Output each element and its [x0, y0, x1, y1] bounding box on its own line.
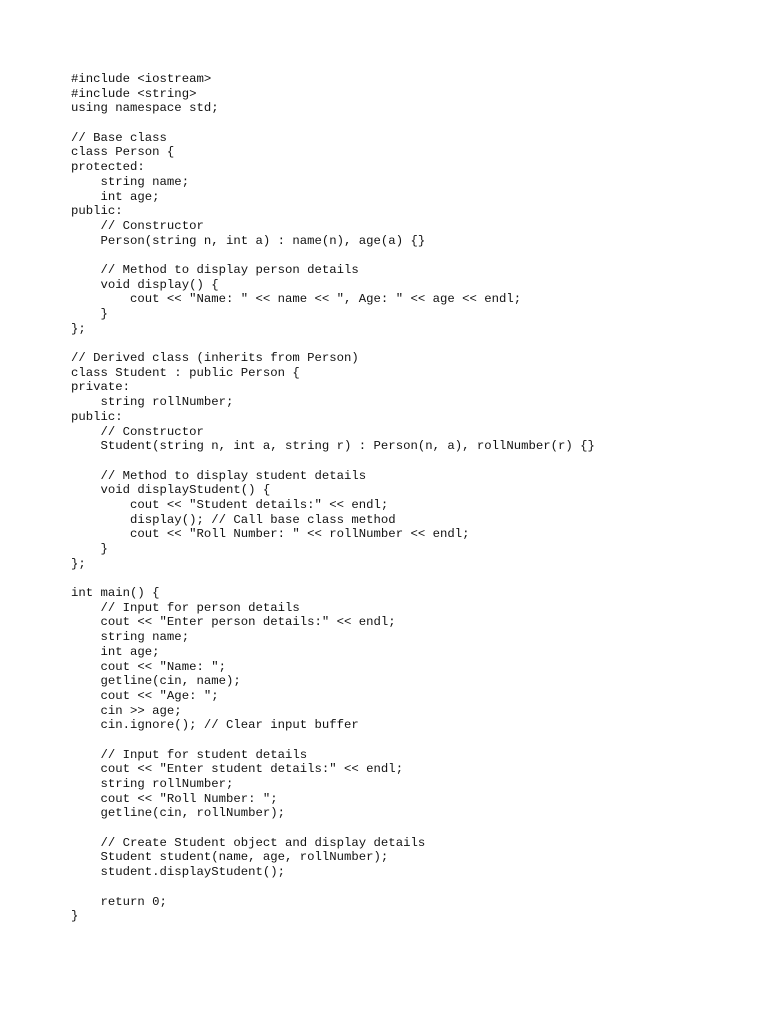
code-line [71, 336, 731, 351]
code-line: } [71, 909, 79, 924]
code-line [71, 116, 731, 131]
code-line: cout << "Age: "; [71, 688, 219, 703]
code-line: getline(cin, name); [71, 674, 241, 689]
code-line: cout << "Student details:" << endl; [71, 497, 389, 512]
code-line: cin.ignore(); // Clear input buffer [71, 718, 359, 733]
code-line: string rollNumber; [71, 777, 234, 791]
code-line: }; [71, 556, 86, 571]
code-line [71, 454, 731, 469]
code-line: cout << "Roll Number: "; [71, 791, 278, 806]
code-line: } [71, 542, 108, 556]
code-block [71, 72, 731, 924]
code-line: class Student : public Person { [71, 365, 300, 380]
code-line: // Input for student details [71, 747, 308, 762]
code-line: #include <string> [71, 86, 197, 101]
code-line [71, 821, 731, 836]
code-line: Student(string n, int a, string r) : Person(n, a), rollNumber(r) {} [71, 439, 595, 454]
code-line: cout << "Name: "; [71, 659, 226, 674]
code-line: string rollNumber; [71, 395, 234, 410]
code-line: string name; [71, 174, 190, 189]
code-line: // Derived class (inherits from Person) [71, 351, 359, 366]
code-line: int age; [71, 189, 160, 204]
code-line: void displayStudent() { [71, 483, 271, 498]
code-line: public: [71, 409, 123, 424]
code-line: // Method to display person details [71, 262, 359, 277]
code-line: // Create Student object and display details [71, 835, 426, 850]
code-line: public: [71, 204, 123, 219]
code-line: // Base class [71, 130, 167, 145]
code-line: class Person { [71, 145, 175, 160]
code-line: // Constructor [71, 218, 204, 233]
code-line [71, 733, 731, 748]
code-line: cout << "Roll Number: " << rollNumber << endl; [71, 527, 470, 542]
code-line [71, 248, 731, 263]
code-line: protected: [71, 160, 145, 175]
code-line: int main() { [71, 586, 160, 601]
code-line: student.displayStudent(); [71, 865, 286, 880]
code-line: // Input for person details [71, 600, 300, 615]
code-line: void display() { [71, 277, 219, 292]
code-line: } [71, 307, 108, 321]
code-line: Person(string n, int a) : name(n), age(a) {} [71, 233, 426, 248]
code-line: return 0; [71, 894, 167, 909]
code-line: cout << "Enter student details:" << endl; [71, 762, 404, 777]
code-line: // Method to display student details [71, 468, 367, 483]
code-line: private: [71, 380, 131, 395]
code-line: using namespace std; [71, 101, 219, 116]
code-line: string name; [71, 630, 190, 645]
code-line [71, 880, 731, 895]
code-line: cin >> age; [71, 703, 182, 718]
code-line: // Constructor [71, 424, 204, 439]
code-line: }; [71, 321, 86, 336]
code-line: #include <iostream> [71, 72, 212, 86]
code-line: display(); // Call base class method [71, 512, 396, 527]
code-line: cout << "Name: " << name << ", Age: " << age << endl; [71, 292, 522, 307]
code-line: Student student(name, age, rollNumber); [71, 850, 389, 865]
code-line [71, 571, 731, 586]
code-line: getline(cin, rollNumber); [71, 806, 286, 821]
code-line: cout << "Enter person details:" << endl; [71, 615, 396, 630]
code-line: int age; [71, 644, 160, 659]
